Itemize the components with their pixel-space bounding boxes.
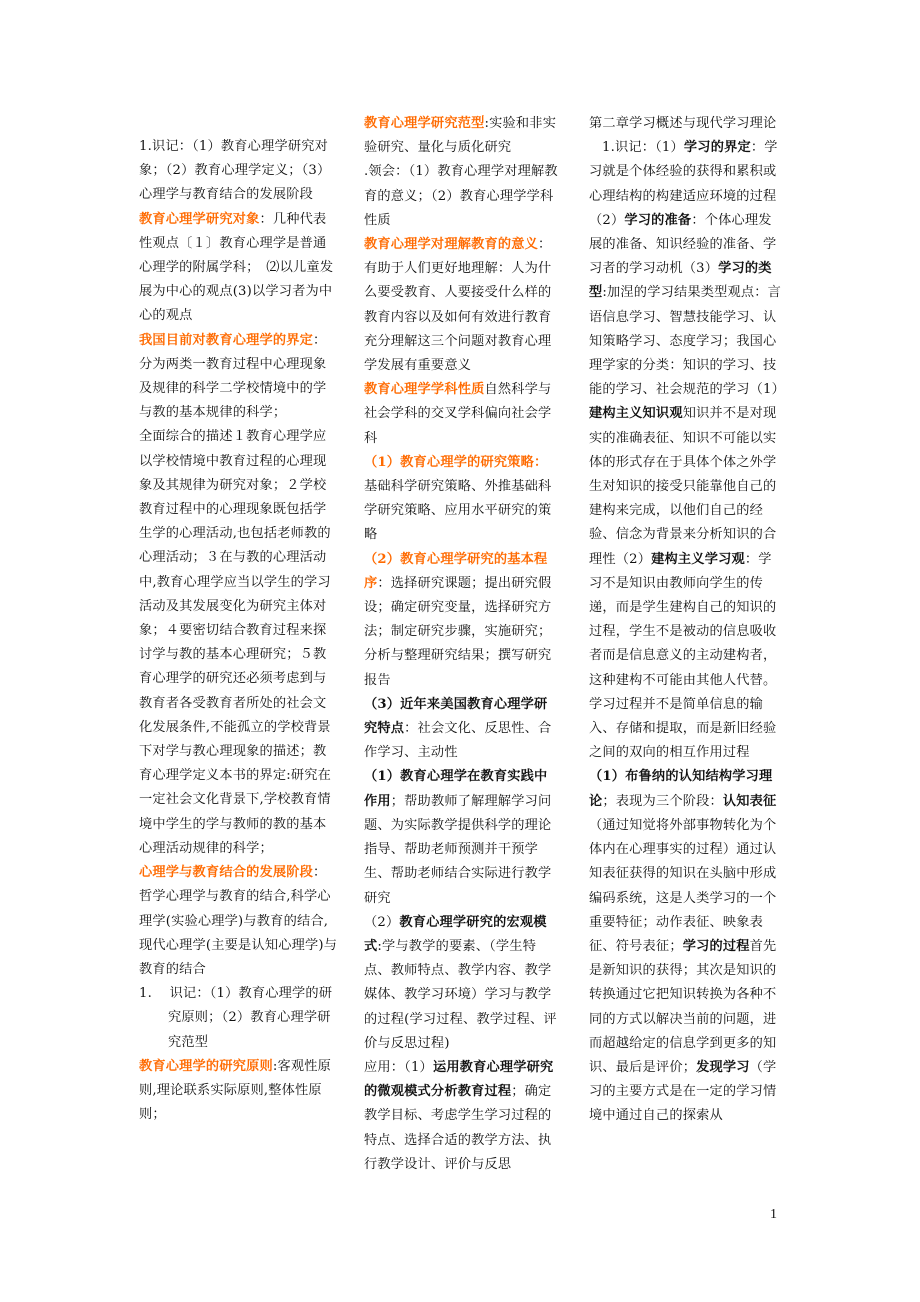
text-application-prefix: 应用：（1） xyxy=(364,1059,433,1075)
text-macro-prefix: （2） xyxy=(364,914,400,930)
heading-discovery-learning: 发现学习 xyxy=(696,1059,750,1075)
paragraph-principles xyxy=(139,1055,339,1128)
paragraph-objectives-2 xyxy=(139,982,339,1055)
text-constructivist-learning: ：学习不是知识由教师向学生的传递，而是学生建构自己的知识的过程，学生不是被动的信息吸收者而是信息意义的主动建构者，这种建构不可能由其他人代替。学习过程并不是简单信息的输入、存储和提取，而是新旧经验之间的双向的相互作用过程 xyxy=(589,551,777,761)
text-bruner-intro: ；表现为三个阶段： xyxy=(602,793,723,809)
heading-principles: 教育心理学的研究原则 xyxy=(139,1058,273,1074)
text-research-object: ：几种代表性观点〔１〕教育心理学是普通心理学的附属学科； ⑵以儿童发展为中心的观点(3)以学习者为中心的观点 xyxy=(139,211,334,324)
text-constructivist-knowledge: 知识并不是对现实的准确表征、知识不可能以实体的形式存在于具体个体之外学生对知识的接受只能靠他自己的建构来完成，以他们自己的经验、信念为背景来分析知识的合理性（2） xyxy=(589,406,777,567)
list-number: 1. xyxy=(139,986,152,1002)
heading-strategy: （1）教育心理学的研究策略： xyxy=(364,454,548,470)
text-cognitive-representation: （通过知觉将外部事物转化为个体内在心理事实的过程）通过认知表征获得的知识在头脑中形成编码系统，这是人类学习的一个重要特征；动作表征、映象表征、符号表征； xyxy=(589,817,777,954)
heading-cognitive-representation: 认知表征 xyxy=(722,793,777,809)
text-micro-model: ；确定教学目标、考虑学生学习过程的特点、选择合适的教学方法、执行教学设计、评价与反思 xyxy=(364,1084,552,1172)
text-learning-readiness: ：个体心理发展的准备、知识经验的准备、学习者的学习动机（3） xyxy=(589,212,777,277)
paragraph-learning-definition xyxy=(589,136,785,765)
paragraph-macro-model xyxy=(364,911,560,1056)
text-practice-role: ；帮助教师了解理解学习问题、为实际教学提供科学的理论指导、帮助老师预测并干预学生、帮助老师结合实际进行教学研究 xyxy=(364,793,552,906)
text-principles: :客观性原则,理论联系实际原则,整体性原则； xyxy=(139,1058,332,1123)
text-objectives-3: 1.识记：（1） xyxy=(602,140,684,156)
paragraph-comprehension: .领会：（1）教育心理学对理解教育的意义；（2）教育心理学学科性质 xyxy=(364,164,558,228)
paragraph-objectives: 1.识记：（1）教育心理学研究对象；（2）教育心理学定义；（3）心理学与教育结合的发展阶段 xyxy=(139,139,331,203)
heading-learning-definition: 学习的界定 xyxy=(683,140,751,156)
paragraph-micro-model xyxy=(364,1056,560,1177)
heading-constructivist-learning: 建构主义学习观 xyxy=(651,551,745,567)
heading-stages: 心理学与教育结合的发展阶段 xyxy=(139,865,314,881)
text-nature: 自然科学与社会学科的交叉学科偏向社会学科 xyxy=(364,382,552,446)
text-objectives-2: 识记：（1）教育心理学的研究原则；（2）教育心理学研究范型 xyxy=(168,986,333,1050)
text-discovery-learning: （学习的主要方式是在一定的学习情境中通过自己的探索从 xyxy=(589,1059,777,1124)
text-learning-types: :加涅的学习结果类型观点：言语信息学习、智慧技能学习、认知策略学习、态度学习；我国心理学家的分类：知识的学习、技能的学习、社会规范的学习（1） xyxy=(589,285,785,398)
text-learning-process: 首先是新知识的获得；其次是知识的转换通过它把知识转换为各种不同的方式以解决当前的问题，进而超越给定的信息学到更多的知识、最后是评价； xyxy=(589,938,777,1075)
column-1 xyxy=(139,135,339,1175)
column-3 xyxy=(589,112,785,1182)
paragraph-stages xyxy=(139,861,339,982)
text-definition: ：分为两类一教育过程中心理现象及规律的科学二学校情境中的学与教的基本规律的科学； xyxy=(139,332,327,421)
paragraph-paradigm xyxy=(364,112,560,160)
heading-practice-role: （1）教育心理学在教育实践中作用 xyxy=(364,769,548,809)
heading-meaning: 教育心理学对理解教育的意义 xyxy=(364,237,539,253)
text-learning-definition: ：学习就是个体经验的获得和累积或心理结构的构建适应环境的过程（2） xyxy=(589,140,778,228)
paragraph-definition xyxy=(139,329,339,426)
page-number: 1 xyxy=(770,1207,777,1222)
heading-learning-readiness: 学习的准备 xyxy=(624,212,692,228)
text-macro-model: :学与教学的要素、（学生特点、教师特点、教学内容、教学媒体、教学习环境）学习与教学的过程(学习过程、教学过程、评价与反思过程) xyxy=(364,938,557,1051)
paragraph-research-object xyxy=(139,208,339,329)
heading-nature: 教育心理学学科性质 xyxy=(364,382,485,398)
paragraph-nature xyxy=(364,378,560,451)
paragraph-comprehensive: 全面综合的描述１教育心理学应以学校情境中教育过程的心理现象及其规律为研究对象；２学校教育过程中的心理现象既包括学生学的心理活动,也包括老师教的心理活动；３在与教的心理活动中,教育心理学应当以学生的学习活动及其发展变化为研究主体对象；４要密切结合教育过程来探讨学与教的基本心理研究；５教育心理学的研究还必须考虑到与教育者各受教育者所处的社会文化发展条件,不能孤立的学校背景下对学与教心理现象的描述；教育心理学定义本书的界定:研究在一定社会文化背景下,学校教育情境中学生的学与教师的教的基本心理活动规律的科学； xyxy=(139,429,332,856)
heading-procedure: （2）教育心理学研究的基本程序 xyxy=(364,551,548,591)
heading-macro-model: 教育心理学研究的宏观模式 xyxy=(364,914,547,954)
paragraph-practice-role xyxy=(364,765,560,910)
paragraph-procedure xyxy=(364,548,560,693)
heading-learning-types: 学习的类型 xyxy=(589,261,772,301)
heading-constructivist-knowledge: 建构主义知识观 xyxy=(589,406,683,422)
text-us-features: ：社会文化、反思性、合作学习、主动性 xyxy=(364,721,552,761)
paragraph-meaning xyxy=(364,233,560,378)
heading-paradigm: 教育心理学研究范型 xyxy=(364,116,485,131)
text-procedure: ：选择研究课题；提出研究假设；确定研究变量，选择研究方法；制定研究步骤，实施研究；分析与整理研究结果；撰写研究报告 xyxy=(364,575,552,688)
text-strategy: 基础科学研究策略、外推基础科学研究策略、应用水平研究的策略 xyxy=(364,479,552,543)
text-meaning: ：有助于人们更好地理解：人为什么要受教育、人要接受什么样的教育内容以及如何有效进行教育充分理解这三个问题对教育心理学发展有重要意义 xyxy=(364,237,552,374)
heading-bruner: （1）布鲁纳的认知结构学习理论 xyxy=(589,769,773,809)
column-2 xyxy=(364,112,560,1182)
paragraph-us-features xyxy=(364,693,560,766)
text-stages: ：哲学心理学与教育的结合,科学心理学(实验心理学)与教育的结合,现代心理学(主要是认知心理学)与教育的结合 xyxy=(139,865,338,977)
chapter-title: 第二章学习概述与现代学习理论 xyxy=(589,116,777,131)
heading-us-features: （3）近年来美国教育心理学研究特点 xyxy=(364,696,548,737)
heading-micro-model: 运用教育心理学研究的微观模式分析教育过程 xyxy=(364,1059,554,1100)
heading-definition: 我国目前对教育心理学的界定 xyxy=(139,332,314,348)
paragraph-strategy xyxy=(364,451,560,548)
heading-research-object: 教育心理学研究对象 xyxy=(139,211,260,227)
heading-learning-process: 学习的过程 xyxy=(682,938,750,954)
paragraph-bruner xyxy=(589,765,785,1128)
text-paradigm: :实验和非实验研究、量化与质化研究 xyxy=(364,116,557,156)
